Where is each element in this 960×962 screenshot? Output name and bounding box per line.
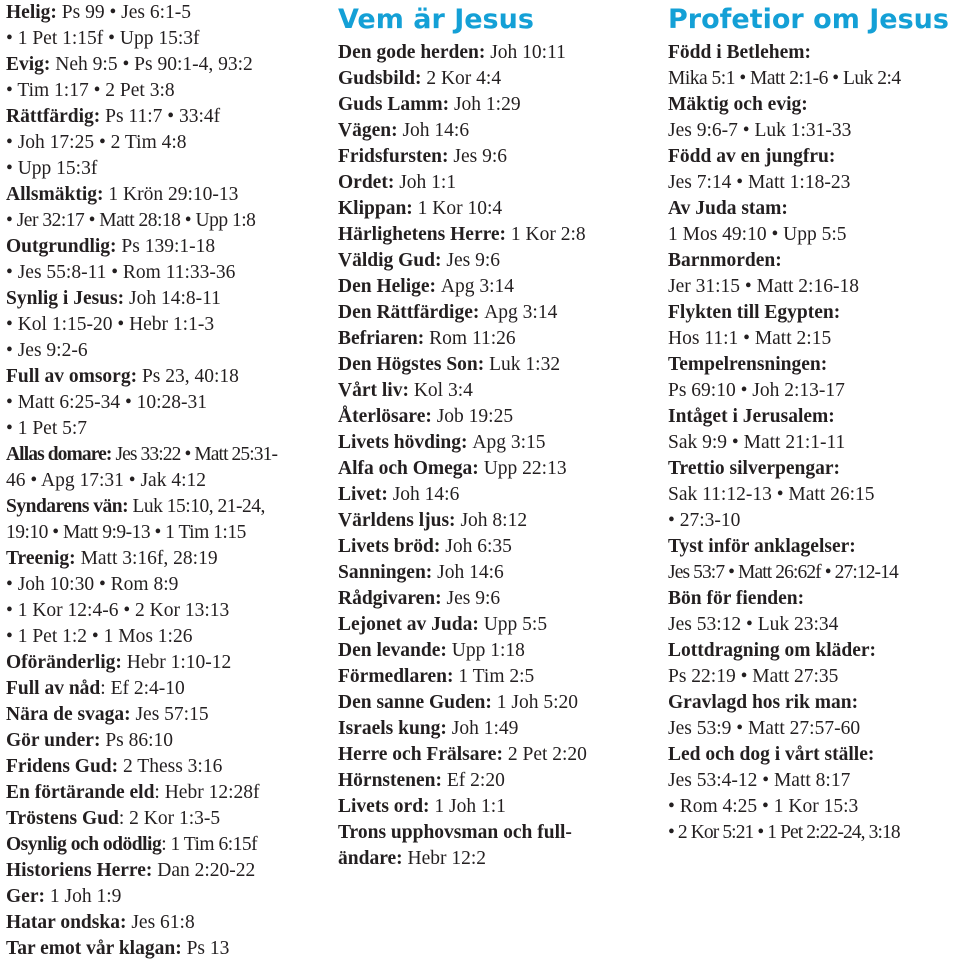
entry-reference: Jes 61:8 bbox=[131, 912, 195, 933]
entry-reference: Joh 14:8-11 bbox=[129, 288, 221, 309]
list-line bbox=[338, 716, 658, 742]
list-line bbox=[338, 482, 658, 508]
entry-reference: Apg 3:15 bbox=[472, 432, 546, 453]
entry-reference: 46 • Apg 17:31 • Jak 4:12 bbox=[6, 470, 206, 491]
entry-title: Evig: bbox=[6, 54, 56, 75]
entry-title: Ordet: bbox=[338, 172, 400, 193]
list-line bbox=[338, 326, 658, 352]
list-line bbox=[6, 494, 322, 520]
list-line bbox=[6, 806, 322, 832]
entry-reference: : 2 Kor 1:3-5 bbox=[118, 808, 221, 829]
entry-reference: Joh 6:35 bbox=[445, 536, 512, 557]
list-line bbox=[668, 742, 960, 768]
list-line bbox=[668, 300, 960, 326]
entry-reference: 1 Kor 10:4 bbox=[417, 198, 503, 219]
list-line bbox=[338, 794, 658, 820]
list-line bbox=[6, 832, 322, 858]
list-line bbox=[668, 144, 960, 170]
list-line bbox=[668, 378, 960, 404]
list-line bbox=[6, 780, 322, 806]
list-line bbox=[668, 586, 960, 612]
list-line bbox=[338, 170, 658, 196]
entry-title: Guds Lamm: bbox=[338, 94, 454, 115]
entry-title: Bön för fienden: bbox=[668, 588, 805, 609]
entry-reference: Joh 14:6 bbox=[402, 120, 470, 141]
list-line bbox=[338, 430, 658, 456]
entry-title: Tröstens Gud bbox=[6, 808, 119, 829]
list-line bbox=[6, 936, 322, 962]
list-line bbox=[6, 676, 322, 702]
entry-reference: Mika 5:1 • Matt 2:1-6 • Luk 2:4 bbox=[668, 68, 901, 89]
list-line bbox=[668, 456, 960, 482]
list-line bbox=[6, 624, 322, 650]
entry-title: Av Juda stam: bbox=[668, 198, 788, 219]
list-line bbox=[6, 26, 322, 52]
list-line bbox=[338, 742, 658, 768]
list-line bbox=[338, 586, 658, 612]
list-line bbox=[338, 118, 658, 144]
list-line bbox=[338, 196, 658, 222]
list-line bbox=[338, 560, 658, 586]
heading-vem-ar-jesus: Vem är Jesus bbox=[338, 4, 534, 35]
entry-title: Gör under: bbox=[6, 730, 106, 751]
entry-reference: Joh 1:29 bbox=[453, 94, 521, 115]
entry-title: Historiens Herre: bbox=[6, 860, 158, 881]
entry-reference: • 1 Pet 1:2 • 1 Mos 1:26 bbox=[6, 626, 193, 647]
entry-reference: • 2 Kor 5:21 • 1 Pet 2:22-24, 3:18 bbox=[668, 822, 900, 843]
entry-title: Synlig i Jesus: bbox=[6, 288, 129, 309]
entry-title: Alfa och Omega: bbox=[338, 458, 484, 479]
entry-reference: • Jes 55:8-11 • Rom 11:33-36 bbox=[6, 262, 236, 283]
list-line bbox=[668, 274, 960, 300]
list-line bbox=[6, 338, 322, 364]
list-line bbox=[668, 248, 960, 274]
entry-reference: 2 Pet 2:20 bbox=[507, 744, 587, 765]
entry-title: Syndarens vän: bbox=[6, 496, 133, 517]
entry-reference: Rom 11:26 bbox=[429, 328, 516, 349]
entry-reference: Upp 22:13 bbox=[483, 458, 567, 479]
list-line bbox=[668, 430, 960, 456]
entry-reference: • Kol 1:15-20 • Hebr 1:1-3 bbox=[6, 314, 215, 335]
list-line bbox=[668, 508, 960, 534]
entry-reference: Ps 22:19 • Matt 27:35 bbox=[668, 666, 839, 687]
entry-title: Befriaren: bbox=[338, 328, 430, 349]
column-who-is-jesus bbox=[338, 0, 658, 872]
list-line bbox=[668, 66, 960, 92]
entry-title: Den levande: bbox=[338, 640, 452, 661]
list-line bbox=[338, 820, 658, 846]
list-line bbox=[6, 78, 322, 104]
list-line bbox=[6, 754, 322, 780]
entry-reference: • Jes 9:2-6 bbox=[6, 340, 88, 361]
entry-reference: Jes 9:6-7 • Luk 1:31-33 bbox=[668, 120, 852, 141]
list-line bbox=[668, 222, 960, 248]
entry-reference: : Hebr 12:28f bbox=[154, 782, 260, 803]
entry-title: Härlighetens Herre: bbox=[338, 224, 511, 245]
entry-reference: Hebr 12:2 bbox=[407, 848, 487, 869]
entry-reference: 1 Joh 5:20 bbox=[496, 692, 579, 713]
entry-title: Hatar ondska: bbox=[6, 912, 132, 933]
entry-reference: • 1 Kor 12:4-6 • 2 Kor 13:13 bbox=[6, 600, 230, 621]
entry-reference: Joh 14:6 bbox=[392, 484, 460, 505]
entry-title: Tyst inför anklagelser: bbox=[668, 536, 856, 557]
column-prophecies bbox=[668, 0, 960, 846]
list-line bbox=[668, 716, 960, 742]
entry-reference: Jes 9:6 bbox=[453, 146, 507, 167]
entry-reference: 1 Joh 1:1 bbox=[434, 796, 506, 817]
entry-title: Tempelrensningen: bbox=[668, 354, 828, 375]
entry-reference: Upp 5:5 bbox=[483, 614, 548, 635]
list-line bbox=[338, 690, 658, 716]
entry-reference: • 27:3-10 bbox=[668, 510, 741, 531]
entry-reference: • Joh 10:30 • Rom 8:9 bbox=[6, 574, 179, 595]
list-line bbox=[668, 482, 960, 508]
list-line bbox=[668, 118, 960, 144]
list-line bbox=[6, 884, 322, 910]
list-line bbox=[6, 858, 322, 884]
entry-title: Fridsfursten: bbox=[338, 146, 454, 167]
list-line bbox=[338, 534, 658, 560]
entry-reference: • Jer 32:17 • Matt 28:18 • Upp 1:8 bbox=[6, 210, 256, 231]
list-line bbox=[668, 196, 960, 222]
list-line bbox=[6, 104, 322, 130]
list-line bbox=[338, 638, 658, 664]
list-line bbox=[668, 794, 960, 820]
entry-title: Förmedlaren: bbox=[338, 666, 459, 687]
entry-title: Flykten till Egypten: bbox=[668, 302, 841, 323]
entry-reference: Jer 31:15 • Matt 2:16-18 bbox=[668, 276, 859, 297]
list-line bbox=[668, 690, 960, 716]
list-line bbox=[338, 456, 658, 482]
list-line bbox=[668, 820, 960, 846]
entry-title: Gudsbild: bbox=[338, 68, 427, 89]
entry-reference: 1 Krön 29:10-13 bbox=[108, 184, 239, 205]
entry-title: En förtärande eld bbox=[6, 782, 155, 803]
list-line bbox=[6, 208, 322, 234]
entry-reference: Matt 3:16f, 28:19 bbox=[80, 548, 218, 569]
entry-title: Sanningen: bbox=[338, 562, 438, 583]
entry-reference: Dan 2:20-22 bbox=[157, 860, 256, 881]
entry-title: Israels kung: bbox=[338, 718, 452, 739]
list-line bbox=[6, 156, 322, 182]
entry-reference: Upp 1:18 bbox=[451, 640, 525, 661]
entry-title: Trons upphovsman och full- bbox=[338, 822, 572, 843]
list-line bbox=[6, 286, 322, 312]
list-line bbox=[6, 260, 322, 286]
list-line bbox=[6, 468, 322, 494]
list-line bbox=[6, 598, 322, 624]
entry-reference: Hos 11:1 • Matt 2:15 bbox=[668, 328, 832, 349]
list-line bbox=[6, 234, 322, 260]
entry-title: Den Helige: bbox=[338, 276, 441, 297]
list-line bbox=[338, 300, 658, 326]
entry-title: Väldig Gud: bbox=[338, 250, 447, 271]
entry-reference: Luk 15:10, 21-24, bbox=[132, 496, 265, 517]
entry-reference: • Matt 6:25-34 • 10:28-31 bbox=[6, 392, 208, 413]
entry-reference: 2 Thess 3:16 bbox=[123, 756, 223, 777]
entry-reference: • 1 Pet 5:7 bbox=[6, 418, 88, 439]
list-line bbox=[668, 326, 960, 352]
entry-title: Klippan: bbox=[338, 198, 418, 219]
entry-title: Född i Betlehem: bbox=[668, 42, 811, 63]
entry-title: Rådgivaren: bbox=[338, 588, 447, 609]
entry-title: Tar emot vår klagan: bbox=[6, 938, 187, 959]
heading-profetior-om-jesus: Profetior om Jesus bbox=[668, 4, 949, 35]
list-line bbox=[668, 92, 960, 118]
entry-reference: Jes 9:6 bbox=[446, 588, 501, 609]
entry-reference: • Joh 17:25 • 2 Tim 4:8 bbox=[6, 132, 187, 153]
entry-reference: : 1 Tim 6:15f bbox=[161, 834, 258, 855]
entry-title: Fridens Gud: bbox=[6, 756, 124, 777]
entry-reference: Jes 53:9 • Matt 27:57-60 bbox=[668, 718, 861, 739]
list-line bbox=[338, 222, 658, 248]
list-line bbox=[6, 0, 322, 26]
entry-title: Vårt liv: bbox=[338, 380, 414, 401]
list-line bbox=[338, 66, 658, 92]
entry-title: Världens ljus: bbox=[338, 510, 461, 531]
entry-reference: Ef 2:20 bbox=[446, 770, 505, 791]
entry-title: Född av en jungfru: bbox=[668, 146, 836, 167]
list-line bbox=[6, 728, 322, 754]
list-line bbox=[338, 274, 658, 300]
entry-reference: Sak 9:9 • Matt 21:1-11 bbox=[668, 432, 846, 453]
entry-reference: Joh 1:1 bbox=[399, 172, 457, 193]
entry-title: Den sanne Guden: bbox=[338, 692, 497, 713]
entry-title: Hörnstenen: bbox=[338, 770, 447, 791]
list-line bbox=[668, 170, 960, 196]
entry-title: Livets bröd: bbox=[338, 536, 446, 557]
list-line bbox=[338, 92, 658, 118]
column-attributes-of-god bbox=[6, 0, 322, 962]
list-line bbox=[338, 352, 658, 378]
entry-reference: : Ef 2:4-10 bbox=[100, 678, 185, 699]
list-line bbox=[338, 508, 658, 534]
entry-title: Den gode herden: bbox=[338, 42, 491, 63]
list-line bbox=[668, 40, 960, 66]
list-line bbox=[6, 130, 322, 156]
entry-reference: • Rom 4:25 • 1 Kor 15:3 bbox=[668, 796, 859, 817]
list-line bbox=[338, 768, 658, 794]
entry-reference: Jes 53:4-12 • Matt 8:17 bbox=[668, 770, 851, 791]
entry-reference: 2 Kor 4:4 bbox=[426, 68, 502, 89]
list-line bbox=[6, 390, 322, 416]
entry-title: Gravlagd hos rik man: bbox=[668, 692, 859, 713]
entry-title: Led och dog i vårt ställe: bbox=[668, 744, 875, 765]
list-line bbox=[338, 40, 658, 66]
list-line bbox=[668, 352, 960, 378]
entry-title: Allsmäktig: bbox=[6, 184, 109, 205]
entry-title: Livet: bbox=[338, 484, 393, 505]
entry-reference: Joh 8:12 bbox=[460, 510, 528, 531]
entry-title: Trettio silverpengar: bbox=[668, 458, 841, 479]
entry-title: Den Rättfärdige: bbox=[338, 302, 485, 323]
entry-title: Lottdragning om kläder: bbox=[668, 640, 877, 661]
entry-reference: Kol 3:4 bbox=[413, 380, 473, 401]
entry-reference: Ps 11:7 • 33:4f bbox=[105, 106, 221, 127]
entry-reference: Jes 57:15 bbox=[135, 704, 209, 725]
entry-title: Helig: bbox=[6, 2, 62, 23]
entry-reference: 19:10 • Matt 9:9-13 • 1 Tim 1:15 bbox=[6, 522, 246, 543]
entry-reference: Ps 86:10 bbox=[105, 730, 174, 751]
entry-reference: Luk 1:32 bbox=[489, 354, 561, 375]
entry-reference: Joh 14:6 bbox=[437, 562, 504, 583]
entry-reference: Ps 69:10 • Joh 2:13-17 bbox=[668, 380, 845, 401]
entry-reference: Ps 139:1-18 bbox=[121, 236, 216, 257]
list-line bbox=[668, 638, 960, 664]
entry-title: Lejonet av Juda: bbox=[338, 614, 484, 635]
list-line bbox=[6, 182, 322, 208]
entry-reference: Ps 99 • Jes 6:1-5 bbox=[61, 2, 192, 23]
entry-title: Vägen: bbox=[338, 120, 403, 141]
entry-reference: Jes 53:7 • Matt 26:62f • 27:12-14 bbox=[668, 562, 898, 583]
list-line bbox=[338, 248, 658, 274]
list-line bbox=[6, 520, 322, 546]
list-line bbox=[668, 534, 960, 560]
list-line bbox=[338, 144, 658, 170]
entry-reference: Joh 1:49 bbox=[451, 718, 519, 739]
entry-reference: Ps 13 bbox=[186, 938, 230, 959]
entry-reference: 1 Kor 2:8 bbox=[510, 224, 586, 245]
entry-title: Full av omsorg: bbox=[6, 366, 142, 387]
list-line bbox=[6, 572, 322, 598]
list-line bbox=[338, 612, 658, 638]
list-line bbox=[668, 768, 960, 794]
entry-reference: • Tim 1:17 • 2 Pet 3:8 bbox=[6, 80, 175, 101]
entry-reference: Job 19:25 bbox=[436, 406, 514, 427]
entry-title: Outgrundlig: bbox=[6, 236, 122, 257]
list-line bbox=[6, 442, 322, 468]
entry-reference: 1 Joh 1:9 bbox=[49, 886, 122, 907]
list-line bbox=[338, 404, 658, 430]
entry-title: Ger: bbox=[6, 886, 50, 907]
entry-reference: 1 Tim 2:5 bbox=[458, 666, 535, 687]
entry-title: Oföränderlig: bbox=[6, 652, 127, 673]
list-line bbox=[338, 664, 658, 690]
list-line bbox=[6, 650, 322, 676]
entry-reference: Ps 23, 40:18 bbox=[141, 366, 239, 387]
list-line bbox=[6, 702, 322, 728]
entry-reference: Apg 3:14 bbox=[440, 276, 515, 297]
entry-title: Osynlig och odödlig bbox=[6, 834, 162, 855]
list-line bbox=[6, 52, 322, 78]
entry-reference: Sak 11:12-13 • Matt 26:15 bbox=[668, 484, 875, 505]
entry-title: ändare: bbox=[338, 848, 408, 869]
entry-title: Livets hövding: bbox=[338, 432, 473, 453]
entry-reference: 1 Mos 49:10 • Upp 5:5 bbox=[668, 224, 847, 245]
entry-reference: Neh 9:5 • Ps 90:1-4, 93:2 bbox=[55, 54, 253, 75]
entry-reference: Jes 53:12 • Luk 23:34 bbox=[668, 614, 839, 635]
list-line bbox=[6, 416, 322, 442]
entry-title: Rättfärdig: bbox=[6, 106, 106, 127]
entry-reference: Jes 7:14 • Matt 1:18-23 bbox=[668, 172, 851, 193]
list-line bbox=[6, 364, 322, 390]
entry-reference: • Upp 15:3f bbox=[6, 158, 98, 179]
entry-reference: Hebr 1:10-12 bbox=[126, 652, 232, 673]
entry-title: Nära de svaga: bbox=[6, 704, 136, 725]
list-line bbox=[668, 560, 960, 586]
entry-title: Barnmorden: bbox=[668, 250, 782, 271]
entry-title: Herre och Frälsare: bbox=[338, 744, 508, 765]
entry-title: Allas domare: bbox=[6, 444, 116, 465]
list-line bbox=[338, 378, 658, 404]
entry-title: Den Högstes Son: bbox=[338, 354, 490, 375]
list-line bbox=[6, 546, 322, 572]
entry-title: Intåget i Jerusalem: bbox=[668, 406, 835, 427]
entry-reference: Jes 33:22 • Matt 25:31- bbox=[115, 444, 278, 465]
list-line bbox=[668, 612, 960, 638]
list-line bbox=[6, 910, 322, 936]
list-line bbox=[338, 846, 658, 872]
entry-reference: • 1 Pet 1:15f • Upp 15:3f bbox=[6, 28, 200, 49]
entry-reference: Joh 10:11 bbox=[490, 42, 566, 63]
entry-title: Återlösare: bbox=[338, 406, 437, 427]
list-line bbox=[6, 312, 322, 338]
list-line bbox=[668, 664, 960, 690]
entry-reference: Apg 3:14 bbox=[484, 302, 558, 323]
entry-title: Livets ord: bbox=[338, 796, 435, 817]
entry-reference: Jes 9:6 bbox=[446, 250, 500, 271]
list-line bbox=[668, 404, 960, 430]
entry-title: Mäktig och evig: bbox=[668, 94, 808, 115]
entry-title: Full av nåd bbox=[6, 678, 101, 699]
entry-title: Treenig: bbox=[6, 548, 81, 569]
